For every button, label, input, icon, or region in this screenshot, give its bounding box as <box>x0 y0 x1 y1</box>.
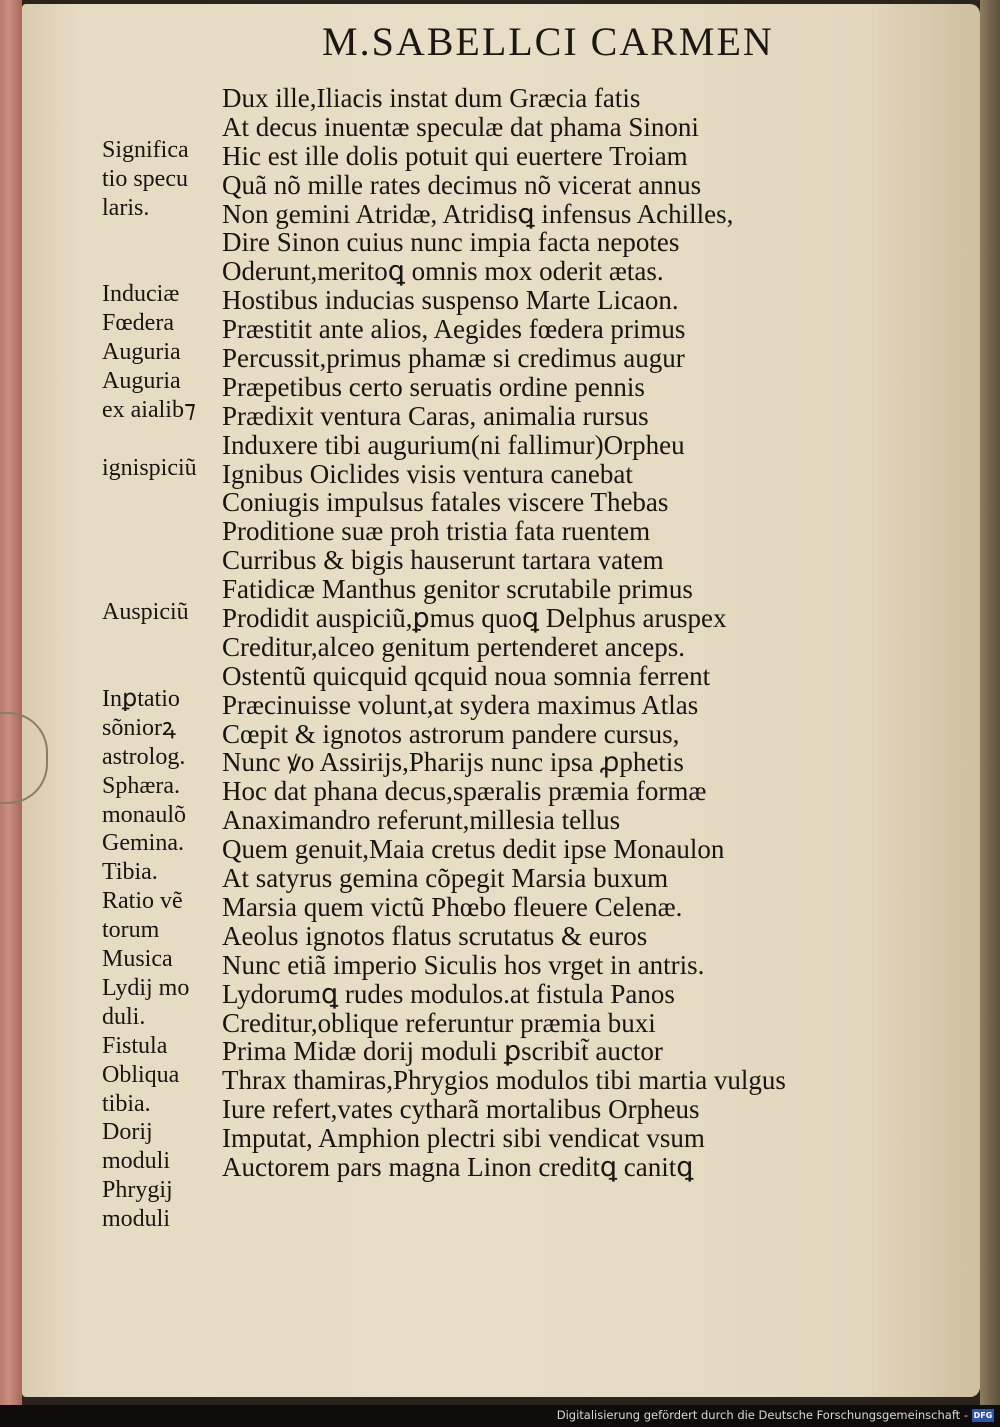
verse-line: Induxere tibi augurium(ni fallimur)Orpheu <box>222 429 685 460</box>
verse-line: Quem genuit,Maia cretus dedit ipse Monaulon <box>222 834 725 865</box>
verse-line: At decus inuentæ speculæ dat phama Sinoni <box>222 111 699 142</box>
book-page <box>22 4 980 1397</box>
verse-line: Prima Midæ dorij moduli ꝑscribit̃ auctor <box>222 1036 663 1067</box>
page-header: M.SABELLCI CARMEN <box>322 19 774 64</box>
verse-line: Coniugis impulsus fatales viscere Thebas <box>222 487 669 518</box>
verse-line: Proditione suæ proh tristia fata ruentem <box>222 516 651 547</box>
verse-line: Auctorem pars magna Linon creditꝗ canitꝗ <box>222 1151 694 1182</box>
verse-line: Hostibus inducias suspenso Marte Licaon. <box>222 285 679 316</box>
verse-line: Aeolus ignotos flatus scrutatus & euros <box>222 920 648 951</box>
verse-line: Nunc ꝟo Assirijs,Pharijs nunc ipsa ꝓphetis <box>222 747 684 778</box>
margin-note: Significa tio specu laris. <box>102 136 189 221</box>
verse-line: Oderunt,meritoꝗ omnis mox oderit ætas. <box>222 256 664 287</box>
verse-line: Curribus & bigis hauserunt tartara vatem <box>222 545 664 576</box>
verse-line: Quã nõ mille rates decimus nõ vicerat annus <box>222 169 702 200</box>
verse-line: Creditur,alceo genitum pertenderet anceps. <box>222 631 685 662</box>
verse-line: Anaximandro referunt,millesia tellus <box>222 805 621 836</box>
verse-line: Fatidicæ Manthus genitor scrutabile primus <box>222 574 693 605</box>
footer-bar <box>0 1405 1000 1427</box>
margin-note: Inꝑtatio sõniorꝝ astrolog. Sphæra. monaulõ Gemina. Tibia. Ratio vẽ torum Musica Lydij mo duli. Fistula Obliqua tibia. Dorij moduli Phrygij moduli <box>102 685 190 1233</box>
verse-line: Thrax thamiras,Phrygios modulos tibi martia vulgus <box>222 1065 786 1096</box>
verse-line: Dire Sinon cuius nunc impia facta nepotes <box>222 227 680 258</box>
verse-line: Iure refert,vates cytharã mortalibus Orpheus <box>222 1094 700 1125</box>
verse-block <box>222 84 786 1182</box>
verse-line: Ignibus Oiclides visis ventura canebat <box>222 458 633 489</box>
verse-line: Lydorumꝗ rudes modulos.at fistula Panos <box>222 978 675 1009</box>
verse-line: Præpetibus certo seruatis ordine pennis <box>222 371 645 402</box>
dfg-logo-icon: DFG <box>973 1411 993 1420</box>
verse-line: Hoc dat phana decus,spæralis præmia formæ <box>222 776 707 807</box>
verse-line: Prodidit auspiciũ,ꝑmus quoꝗ Delphus aruspex <box>222 603 727 634</box>
verse-line: Marsia quem victũ Phœbo fleuere Celenæ. <box>222 891 683 922</box>
verse-line: Hic est ille dolis potuit qui euertere Troiam <box>222 140 688 171</box>
book-edge-left <box>0 0 22 1405</box>
verse-line: Prædixit ventura Caras, animalia rursus <box>222 400 649 431</box>
margin-note: ignispiciũ <box>102 454 197 481</box>
verse-line: Percussit,primus phamæ si credimus augur <box>222 343 685 374</box>
verse-line: Præstitit ante alios, Aegides fœdera primus <box>222 314 686 345</box>
footer-credit: Digitalisierung gefördert durch die Deutsche Forschungsgemeinschaft - <box>556 1408 968 1422</box>
verse-line: Creditur,oblique referuntur præmia buxi <box>222 1007 656 1038</box>
margin-note: Induciæ Fœdera Auguria Auguria ex aialib⁊ <box>102 281 196 423</box>
verse-line: At satyrus gemina cõpegit Marsia buxum <box>222 863 669 894</box>
margin-note: Auspiciũ <box>102 599 189 626</box>
verse-line: Cœpit & ignotos astrorum pandere cursus, <box>222 718 680 749</box>
verse-line: Dux ille,Iliacis instat dum Græcia fatis <box>222 83 641 113</box>
verse-line: Nunc etiã imperio Siculis hos vrget in antris. <box>222 949 705 980</box>
verse-line: Imputat, Amphion plectri sibi vendicat vsum <box>222 1123 705 1154</box>
verse-line: Præcinuisse volunt,at sydera maximus Atlas <box>222 689 699 720</box>
verse-line: Ostentũ quicquid qcquid noua somnia ferrent <box>222 660 711 691</box>
book-edge-right <box>980 0 1000 1405</box>
verse-line: Non gemini Atridæ, Atridisꝗ infensus Achilles, <box>222 198 734 229</box>
